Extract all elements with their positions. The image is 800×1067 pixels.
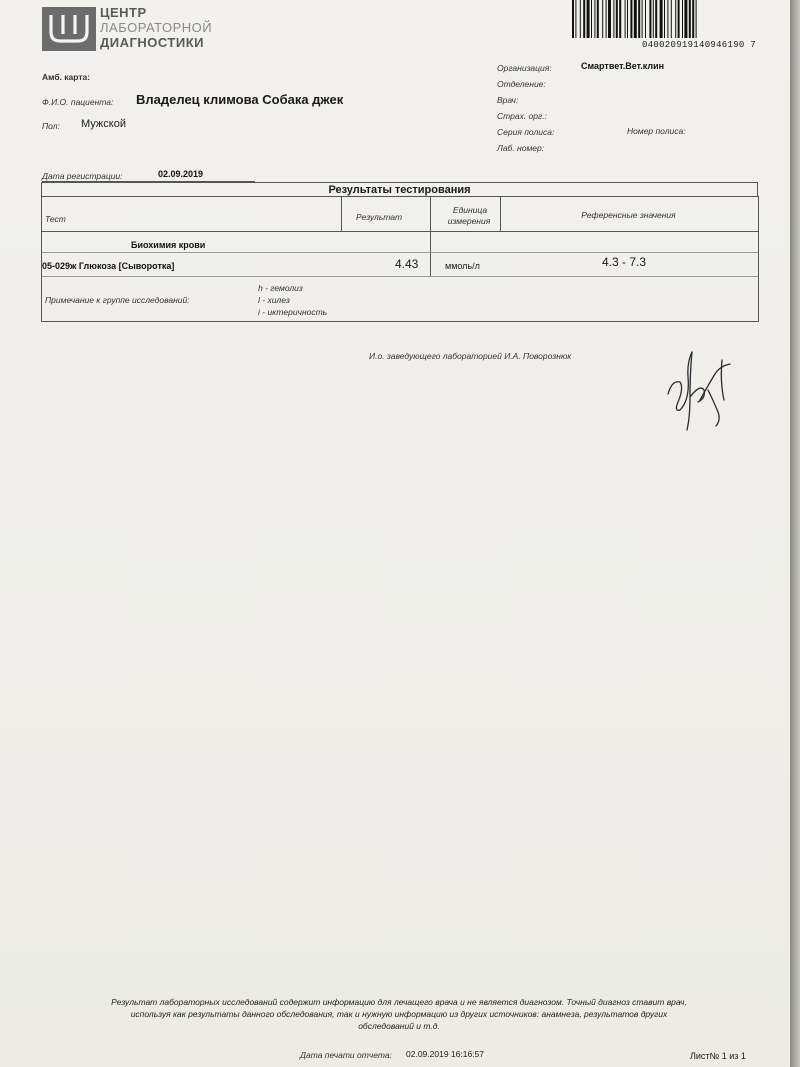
handwritten-signature: [660, 342, 740, 437]
note-line-1: h - гемолиз: [258, 283, 303, 293]
print-date-label: Дата печати отчета:: [300, 1050, 392, 1060]
dept-label: Отделение:: [497, 79, 546, 89]
org-value: Смартвет.Вет.клин: [581, 61, 665, 71]
org-label: Организация:: [497, 63, 552, 73]
page-number: Лист№ 1 из 1: [690, 1051, 746, 1061]
test-name: 05-029ж Глюкоза [Сыворотка]: [42, 261, 175, 271]
col-header-result: Результат: [356, 212, 403, 222]
barcode-number: 040020919140946190 7: [642, 40, 757, 50]
policy-number-label: Номер полиса:: [627, 126, 686, 136]
page-edge-shadow: [790, 0, 800, 1067]
results-title: Результаты тестирования: [328, 184, 471, 196]
logo-text-line2: ЛАБОРАТОРНОЙ: [100, 20, 213, 35]
data-row-rule: [42, 276, 758, 277]
print-date-value: 02.09.2019 16:16:57: [406, 1049, 484, 1059]
group-name: Биохимия крови: [131, 240, 206, 250]
lab-logo-icon: [46, 12, 92, 46]
col-header-unit-line1: Единица: [452, 205, 488, 215]
reg-date-label: Дата регистрации:: [42, 171, 123, 181]
logo-text-line1: ЦЕНТР: [100, 5, 147, 20]
amb-card-label: Амб. карта:: [42, 72, 91, 82]
col-divider-result: [341, 196, 342, 231]
note-label: Примечание к группе исследований:: [45, 295, 190, 305]
footer-line-3: обследований и т.д.: [358, 1021, 440, 1031]
policy-series-label: Серия полиса:: [497, 127, 555, 137]
insurer-label: Страх. орг.:: [497, 111, 547, 121]
col-divider-unit: [430, 196, 431, 276]
col-header-test: Тест: [45, 214, 66, 224]
patient-name: Владелец климова Собака джек: [136, 92, 344, 107]
table-header-bottom-rule: [42, 231, 758, 232]
col-header-unit-line2: измерения: [447, 216, 491, 226]
footer-disclaimer: [42, 996, 756, 1032]
logo-text-line3: ДИАГНОСТИКИ: [100, 35, 204, 50]
note-line-2: l - хилез: [258, 295, 290, 305]
group-row-rule: [42, 252, 758, 253]
footer-line-2: используя как результаты данного обследования, так и нужную информацию из других источников: анамнеза, результатов других: [130, 1009, 668, 1019]
note-line-3: i - иктеричность: [258, 307, 328, 317]
col-header-ref: Референсные значения: [581, 210, 676, 220]
reg-date-value: 02.09.2019: [158, 169, 204, 179]
sex-label: Пол:: [42, 121, 60, 131]
patient-label: Ф.И.О. пациента:: [42, 97, 114, 107]
table-bottom-rule: [42, 321, 758, 322]
test-unit: ммоль/л: [445, 261, 480, 271]
lab-number-label: Лаб. номер:: [497, 143, 545, 153]
doctor-label: Врач:: [497, 95, 519, 105]
footer-line-1: Результат лабораторных исследований содержит информацию для лечащего врача и не является диагнозом. Точный диагноз ставит врач,: [111, 997, 687, 1007]
test-reference-range: 4.3 - 7.3: [602, 255, 647, 269]
sex-value: Мужской: [81, 118, 126, 130]
test-result: 4.43: [395, 257, 419, 271]
signatory-text: И.о. заведующего лабораторией И.А. Поворознюк: [369, 351, 572, 361]
table-header-top-rule: [42, 196, 758, 197]
table-top-border: [41, 182, 758, 183]
barcode: [572, 0, 760, 38]
